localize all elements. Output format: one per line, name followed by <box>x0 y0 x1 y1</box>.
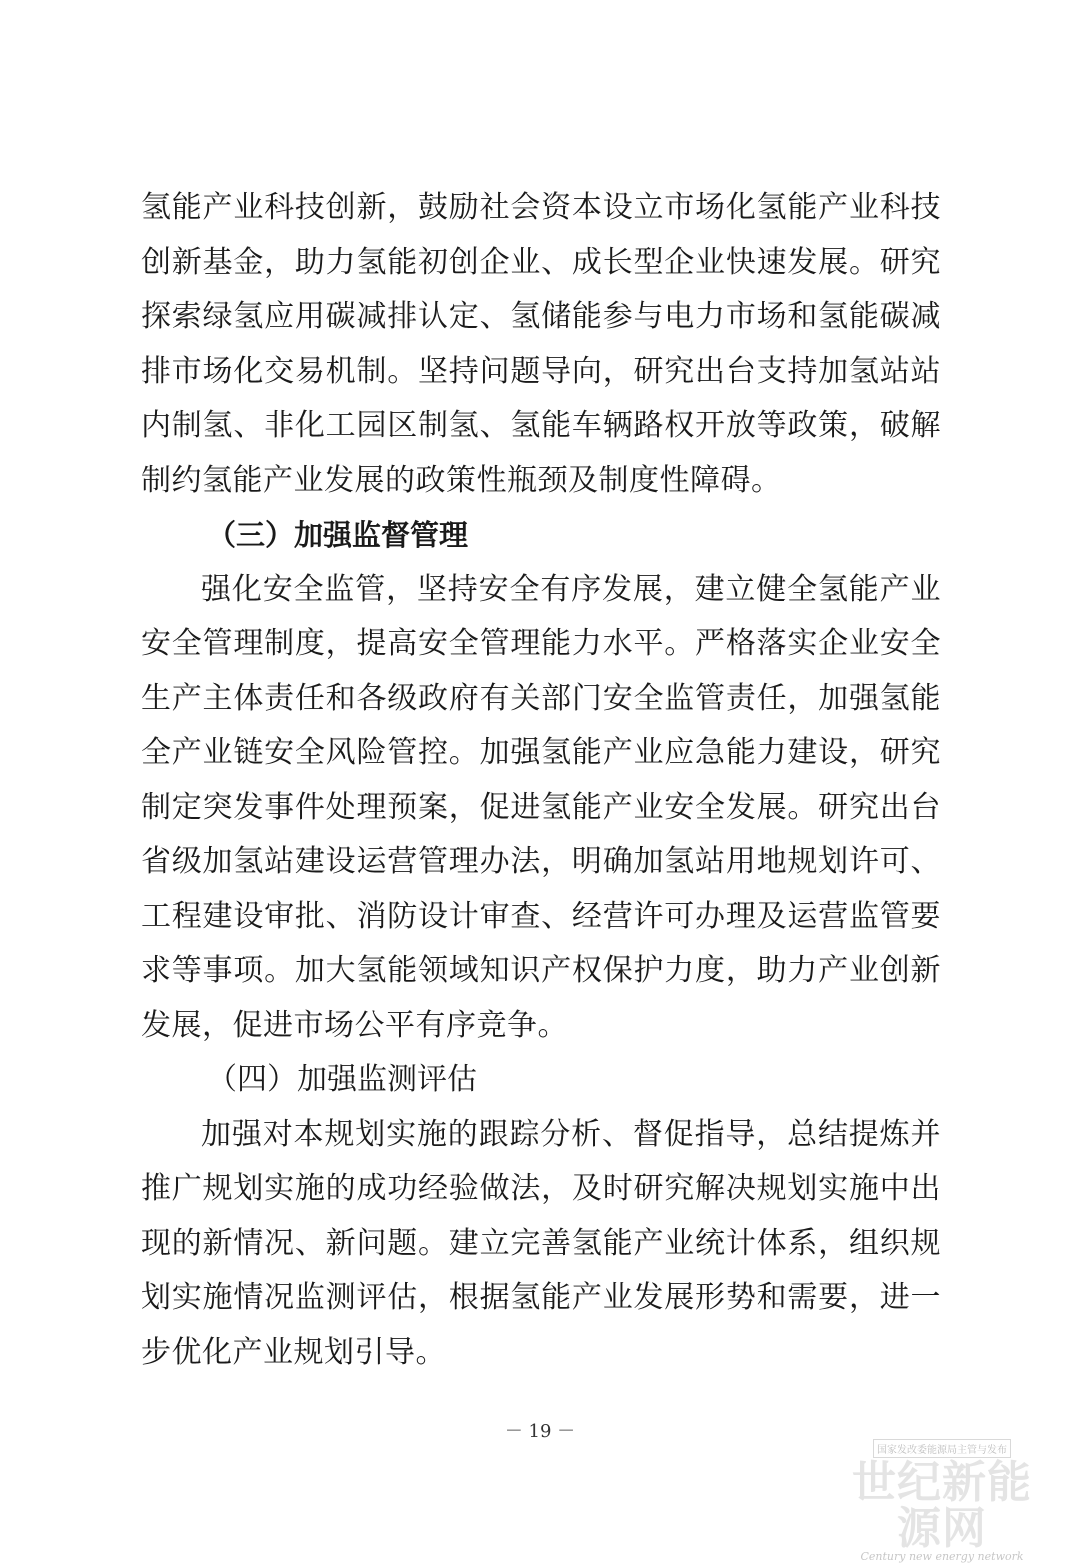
watermark-title: 世纪新能源网 <box>852 1457 1032 1554</box>
page-number: － 19 － <box>504 1421 576 1442</box>
section-heading-4: （四）加强监测评估 <box>207 1062 477 1097</box>
document-body <box>141 181 941 1380</box>
watermark-english: Century new energy network <box>860 1550 1024 1563</box>
paragraph-supervision: 强化安全监管，坚持安全有序发展，建立健全氢能产业安全管理制度，提高安全管理能力水平。严格落实企业安全生产主体责任和各级政府有关部门安全监管责任，加强氢能全产业链安全风险管控。加强氢能产业应急能力建设，研究制定突发事件处理预案，促进氢能产业安全发展。研究出台省级加氢站建设运营管理办法，明确加氢站用地规划许可、工程建设审批、消防设计审查、经营许可办理及运营监管要求等事项。加大氢能领域知识产权保护力度，助力产业创新发展，促进市场公平有序竞争。 <box>141 571 941 1043</box>
watermark-logo <box>842 1438 1042 1563</box>
paragraph-monitoring: 加强对本规划实施的跟踪分析、督促指导，总结提炼并推广规划实施的成功经验做法，及时研究解决规划实施中出现的新情况、新问题。建立完善氢能产业统计体系，组织规划实施情况监测评估，根据氢能产业发展形势和需要，进一步优化产业规划引导。 <box>141 1116 941 1370</box>
section-heading-3: （三）加强监督管理 <box>207 518 469 552</box>
paragraph-continued: 氢能产业科技创新，鼓励社会资本设立市场化氢能产业科技创新基金，助力氢能初创企业、成长型企业快速发展。研究探索绿氢应用碳减排认定、氢储能参与电力市场和氢能碳减排市场化交易机制。坚持问题导向，研究出台支持加氢站站内制氢、非化工园区制氢、氢能车辆路权开放等政策，破解制约氢能产业发展的政策性瓶颈及制度性障碍。 <box>141 190 941 498</box>
watermark-subtitle: 国家发改委能源局主管与发布 <box>873 1439 1011 1458</box>
